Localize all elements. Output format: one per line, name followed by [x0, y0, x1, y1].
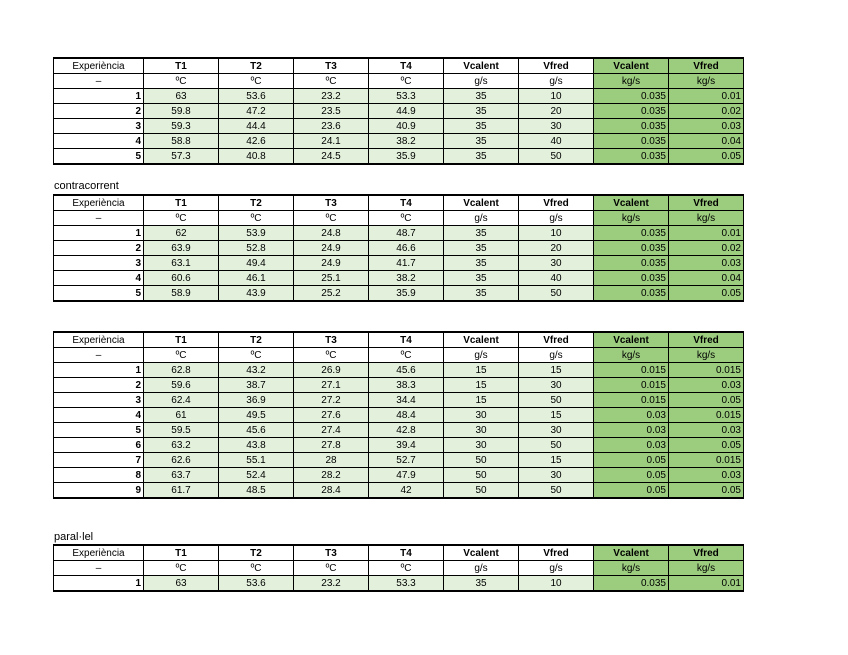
unit-cell: g/s [519, 561, 594, 576]
unit-cell: kg/s [669, 561, 744, 576]
unit-cell: – [54, 348, 144, 363]
data-cell: 38.2 [369, 271, 444, 286]
table-row [54, 423, 744, 438]
experiment-index: 3 [54, 119, 144, 134]
column-header: T2 [219, 545, 294, 561]
data-cell: 43.8 [219, 438, 294, 453]
column-header: T2 [219, 58, 294, 74]
data-cell: 0.035 [594, 256, 669, 271]
experiment-index: 8 [54, 468, 144, 483]
data-cell: 0.035 [594, 149, 669, 165]
data-cell: 0.015 [669, 363, 744, 378]
unit-cell: kg/s [594, 348, 669, 363]
experiment-index: 1 [54, 89, 144, 104]
data-cell: 0.035 [594, 576, 669, 592]
data-cell: 38.7 [219, 378, 294, 393]
data-cell: 30 [519, 468, 594, 483]
data-cell: 39.4 [369, 438, 444, 453]
experiment-index: 1 [54, 576, 144, 592]
data-cell: 63.7 [144, 468, 219, 483]
data-cell: 0.035 [594, 134, 669, 149]
table-row [54, 89, 744, 104]
data-cell: 46.6 [369, 241, 444, 256]
data-cell: 10 [519, 226, 594, 241]
experiment-index: 5 [54, 149, 144, 165]
table-row [54, 241, 744, 256]
data-cell: 50 [519, 483, 594, 499]
data-cell: 0.05 [669, 149, 744, 165]
experiment-index: 1 [54, 363, 144, 378]
unit-cell: ºC [369, 74, 444, 89]
unit-cell: ºC [369, 348, 444, 363]
data-cell: 27.6 [294, 408, 369, 423]
data-cell: 0.04 [669, 134, 744, 149]
data-cell: 50 [519, 286, 594, 302]
data-cell: 53.3 [369, 576, 444, 592]
data-cell: 35 [444, 576, 519, 592]
column-header: Vfred [519, 195, 594, 211]
unit-cell: – [54, 211, 144, 226]
data-cell: 10 [519, 576, 594, 592]
column-header: Vcalent [594, 332, 669, 348]
data-cell: 15 [444, 393, 519, 408]
data-cell: 0.05 [669, 286, 744, 302]
data-cell: 28.4 [294, 483, 369, 499]
data-cell: 28.2 [294, 468, 369, 483]
experiment-index: 2 [54, 241, 144, 256]
data-cell: 0.04 [669, 271, 744, 286]
data-cell: 0.03 [669, 468, 744, 483]
data-cell: 0.015 [594, 378, 669, 393]
column-header: Vcalent [444, 332, 519, 348]
data-cell: 50 [519, 438, 594, 453]
unit-cell: kg/s [669, 348, 744, 363]
column-header: Vfred [669, 58, 744, 74]
column-header: T1 [144, 195, 219, 211]
data-cell: 0.05 [594, 453, 669, 468]
data-cell: 61.7 [144, 483, 219, 499]
table-row [54, 134, 744, 149]
column-header: Experiència [54, 195, 144, 211]
column-header: T4 [369, 58, 444, 74]
unit-cell: g/s [444, 211, 519, 226]
data-cell: 24.5 [294, 149, 369, 165]
data-cell: 15 [444, 363, 519, 378]
column-header: Vfred [669, 545, 744, 561]
data-cell: 62.8 [144, 363, 219, 378]
units-row [54, 211, 744, 226]
data-cell: 35 [444, 149, 519, 165]
data-cell: 0.05 [669, 393, 744, 408]
data-cell: 52.4 [219, 468, 294, 483]
data-cell: 0.01 [669, 226, 744, 241]
data-cell: 59.3 [144, 119, 219, 134]
data-cell: 30 [444, 423, 519, 438]
data-cell: 0.01 [669, 89, 744, 104]
unit-cell: ºC [369, 211, 444, 226]
data-cell: 60.6 [144, 271, 219, 286]
data-cell: 30 [444, 408, 519, 423]
experiment-index: 4 [54, 271, 144, 286]
data-cell: 63.9 [144, 241, 219, 256]
column-header: Vfred [669, 195, 744, 211]
table-row [54, 271, 744, 286]
header-row [54, 332, 744, 348]
data-cell: 63.2 [144, 438, 219, 453]
data-cell: 35 [444, 286, 519, 302]
data-cell: 35.9 [369, 286, 444, 302]
data-cell: 55.1 [219, 453, 294, 468]
data-cell: 30 [444, 438, 519, 453]
data-cell: 0.03 [669, 378, 744, 393]
data-cell: 62 [144, 226, 219, 241]
data-cell: 28 [294, 453, 369, 468]
data-cell: 48.5 [219, 483, 294, 499]
unit-cell: g/s [519, 348, 594, 363]
units-row [54, 74, 744, 89]
column-header: T1 [144, 332, 219, 348]
data-cell: 0.035 [594, 271, 669, 286]
data-cell: 50 [444, 453, 519, 468]
data-cell: 41.7 [369, 256, 444, 271]
data-cell: 20 [519, 104, 594, 119]
column-header: T3 [294, 545, 369, 561]
data-cell: 30 [519, 119, 594, 134]
unit-cell: ºC [219, 211, 294, 226]
unit-cell: – [54, 74, 144, 89]
units-row [54, 348, 744, 363]
column-header: Experiència [54, 332, 144, 348]
data-cell: 0.03 [669, 119, 744, 134]
column-header: Vfred [519, 545, 594, 561]
header-row [54, 58, 744, 74]
data-cell: 34.4 [369, 393, 444, 408]
unit-cell: ºC [294, 74, 369, 89]
unit-cell: ºC [219, 348, 294, 363]
experiment-index: 5 [54, 286, 144, 302]
data-cell: 43.2 [219, 363, 294, 378]
table-row [54, 468, 744, 483]
column-header: T2 [219, 195, 294, 211]
table-row [54, 119, 744, 134]
experiment-index: 3 [54, 393, 144, 408]
data-cell: 30 [519, 423, 594, 438]
column-header: T4 [369, 332, 444, 348]
unit-cell: ºC [144, 561, 219, 576]
data-cell: 63 [144, 89, 219, 104]
data-cell: 47.2 [219, 104, 294, 119]
data-cell: 23.6 [294, 119, 369, 134]
data-cell: 53.9 [219, 226, 294, 241]
data-cell: 59.5 [144, 423, 219, 438]
unit-cell: ºC [144, 74, 219, 89]
data-cell: 62.6 [144, 453, 219, 468]
table-row [54, 438, 744, 453]
unit-cell: ºC [369, 561, 444, 576]
data-cell: 0.035 [594, 104, 669, 119]
table-row [54, 378, 744, 393]
unit-cell: – [54, 561, 144, 576]
unit-cell: kg/s [594, 561, 669, 576]
unit-cell: ºC [144, 348, 219, 363]
data-cell: 53.3 [369, 89, 444, 104]
table-row [54, 576, 744, 592]
section-label-parallel: paral·lel [54, 531, 94, 543]
column-header: T4 [369, 545, 444, 561]
data-cell: 40 [519, 134, 594, 149]
table-row [54, 226, 744, 241]
data-cell: 59.8 [144, 104, 219, 119]
experiment-index: 4 [54, 408, 144, 423]
column-header: T1 [144, 58, 219, 74]
experiment-index: 9 [54, 483, 144, 499]
data-cell: 0.02 [669, 241, 744, 256]
column-header: Vcalent [444, 58, 519, 74]
data-cell: 15 [444, 378, 519, 393]
data-cell: 59.6 [144, 378, 219, 393]
column-header: Experiència [54, 58, 144, 74]
data-cell: 15 [519, 408, 594, 423]
unit-cell: g/s [444, 561, 519, 576]
data-cell: 35.9 [369, 149, 444, 165]
data-cell: 61 [144, 408, 219, 423]
data-cell: 35 [444, 104, 519, 119]
data-cell: 0.05 [669, 483, 744, 499]
data-cell: 35 [444, 89, 519, 104]
column-header: Vcalent [444, 195, 519, 211]
data-cell: 45.6 [219, 423, 294, 438]
data-cell: 27.8 [294, 438, 369, 453]
data-cell: 63.1 [144, 256, 219, 271]
unit-cell: kg/s [594, 211, 669, 226]
data-cell: 30 [519, 256, 594, 271]
data-cell: 35 [444, 226, 519, 241]
column-header: T3 [294, 58, 369, 74]
data-cell: 50 [444, 483, 519, 499]
data-cell: 25.2 [294, 286, 369, 302]
table-row [54, 408, 744, 423]
column-header: Vcalent [594, 545, 669, 561]
data-cell: 48.4 [369, 408, 444, 423]
data-cell: 0.03 [594, 423, 669, 438]
data-cell: 23.2 [294, 89, 369, 104]
column-header: T3 [294, 195, 369, 211]
data-cell: 50 [519, 393, 594, 408]
data-cell: 0.035 [594, 89, 669, 104]
data-cell: 24.8 [294, 226, 369, 241]
table-row [54, 483, 744, 499]
data-cell: 53.6 [219, 89, 294, 104]
column-header: T4 [369, 195, 444, 211]
column-header: Vcalent [444, 545, 519, 561]
data-cell: 24.9 [294, 256, 369, 271]
data-cell: 35 [444, 134, 519, 149]
data-cell: 35 [444, 119, 519, 134]
data-cell: 0.035 [594, 226, 669, 241]
data-cell: 40.9 [369, 119, 444, 134]
data-cell: 63 [144, 576, 219, 592]
data-cell: 24.9 [294, 241, 369, 256]
column-header: Vcalent [594, 195, 669, 211]
data-cell: 50 [444, 468, 519, 483]
data-cell: 48.7 [369, 226, 444, 241]
column-header: T3 [294, 332, 369, 348]
table-row [54, 453, 744, 468]
data-cell: 0.05 [594, 468, 669, 483]
experiment-index: 4 [54, 134, 144, 149]
data-table-4 [53, 544, 744, 592]
header-row [54, 195, 744, 211]
data-cell: 0.03 [669, 423, 744, 438]
data-cell: 27.4 [294, 423, 369, 438]
data-cell: 0.015 [669, 453, 744, 468]
data-cell: 0.03 [594, 438, 669, 453]
column-header: T1 [144, 545, 219, 561]
unit-cell: ºC [294, 348, 369, 363]
data-cell: 53.6 [219, 576, 294, 592]
data-cell: 52.8 [219, 241, 294, 256]
data-cell: 0.035 [594, 286, 669, 302]
section-label-contracorrent: contracorrent [54, 180, 119, 192]
column-header: Experiència [54, 545, 144, 561]
units-row [54, 561, 744, 576]
unit-cell: kg/s [669, 74, 744, 89]
data-cell: 42.6 [219, 134, 294, 149]
data-cell: 0.015 [669, 408, 744, 423]
data-cell: 0.03 [594, 408, 669, 423]
table-row [54, 256, 744, 271]
data-cell: 20 [519, 241, 594, 256]
data-cell: 62.4 [144, 393, 219, 408]
data-cell: 58.9 [144, 286, 219, 302]
unit-cell: g/s [519, 74, 594, 89]
unit-cell: ºC [144, 211, 219, 226]
data-table-1 [53, 57, 744, 165]
table-row [54, 104, 744, 119]
table-row [54, 393, 744, 408]
experiment-index: 2 [54, 378, 144, 393]
data-cell: 43.9 [219, 286, 294, 302]
data-cell: 45.6 [369, 363, 444, 378]
data-cell: 0.02 [669, 104, 744, 119]
data-cell: 44.9 [369, 104, 444, 119]
data-cell: 10 [519, 89, 594, 104]
data-cell: 42.8 [369, 423, 444, 438]
data-cell: 49.5 [219, 408, 294, 423]
data-cell: 38.2 [369, 134, 444, 149]
data-cell: 52.7 [369, 453, 444, 468]
table-row [54, 363, 744, 378]
data-cell: 30 [519, 378, 594, 393]
data-cell: 26.9 [294, 363, 369, 378]
column-header: Vfred [519, 58, 594, 74]
unit-cell: kg/s [669, 211, 744, 226]
unit-cell: g/s [444, 74, 519, 89]
data-cell: 0.035 [594, 119, 669, 134]
data-cell: 0.015 [594, 363, 669, 378]
data-cell: 49.4 [219, 256, 294, 271]
data-cell: 25.1 [294, 271, 369, 286]
data-cell: 15 [519, 453, 594, 468]
data-cell: 15 [519, 363, 594, 378]
data-cell: 46.1 [219, 271, 294, 286]
data-cell: 58.8 [144, 134, 219, 149]
data-cell: 0.015 [594, 393, 669, 408]
data-cell: 35 [444, 256, 519, 271]
column-header: T2 [219, 332, 294, 348]
column-header: Vfred [669, 332, 744, 348]
data-cell: 36.9 [219, 393, 294, 408]
data-table-2 [53, 194, 744, 302]
data-cell: 0.05 [594, 483, 669, 499]
data-cell: 57.3 [144, 149, 219, 165]
data-cell: 23.5 [294, 104, 369, 119]
data-cell: 24.1 [294, 134, 369, 149]
data-cell: 0.05 [669, 438, 744, 453]
unit-cell: kg/s [594, 74, 669, 89]
data-table-3 [53, 331, 744, 499]
unit-cell: ºC [219, 561, 294, 576]
unit-cell: g/s [519, 211, 594, 226]
experiment-index: 6 [54, 438, 144, 453]
unit-cell: ºC [219, 74, 294, 89]
unit-cell: ºC [294, 211, 369, 226]
unit-cell: g/s [444, 348, 519, 363]
table-row [54, 286, 744, 302]
data-cell: 23.2 [294, 576, 369, 592]
data-cell: 38.3 [369, 378, 444, 393]
experiment-index: 2 [54, 104, 144, 119]
data-cell: 40 [519, 271, 594, 286]
experiment-index: 1 [54, 226, 144, 241]
data-cell: 42 [369, 483, 444, 499]
header-row [54, 545, 744, 561]
data-cell: 27.2 [294, 393, 369, 408]
unit-cell: ºC [294, 561, 369, 576]
data-cell: 47.9 [369, 468, 444, 483]
data-cell: 0.03 [669, 256, 744, 271]
data-cell: 0.01 [669, 576, 744, 592]
column-header: Vfred [519, 332, 594, 348]
data-cell: 27.1 [294, 378, 369, 393]
experiment-index: 3 [54, 256, 144, 271]
column-header: Vcalent [594, 58, 669, 74]
table-row [54, 149, 744, 165]
experiment-index: 5 [54, 423, 144, 438]
data-cell: 44.4 [219, 119, 294, 134]
data-cell: 35 [444, 271, 519, 286]
data-cell: 35 [444, 241, 519, 256]
experiment-index: 7 [54, 453, 144, 468]
data-cell: 40.8 [219, 149, 294, 165]
data-cell: 0.035 [594, 241, 669, 256]
data-cell: 50 [519, 149, 594, 165]
